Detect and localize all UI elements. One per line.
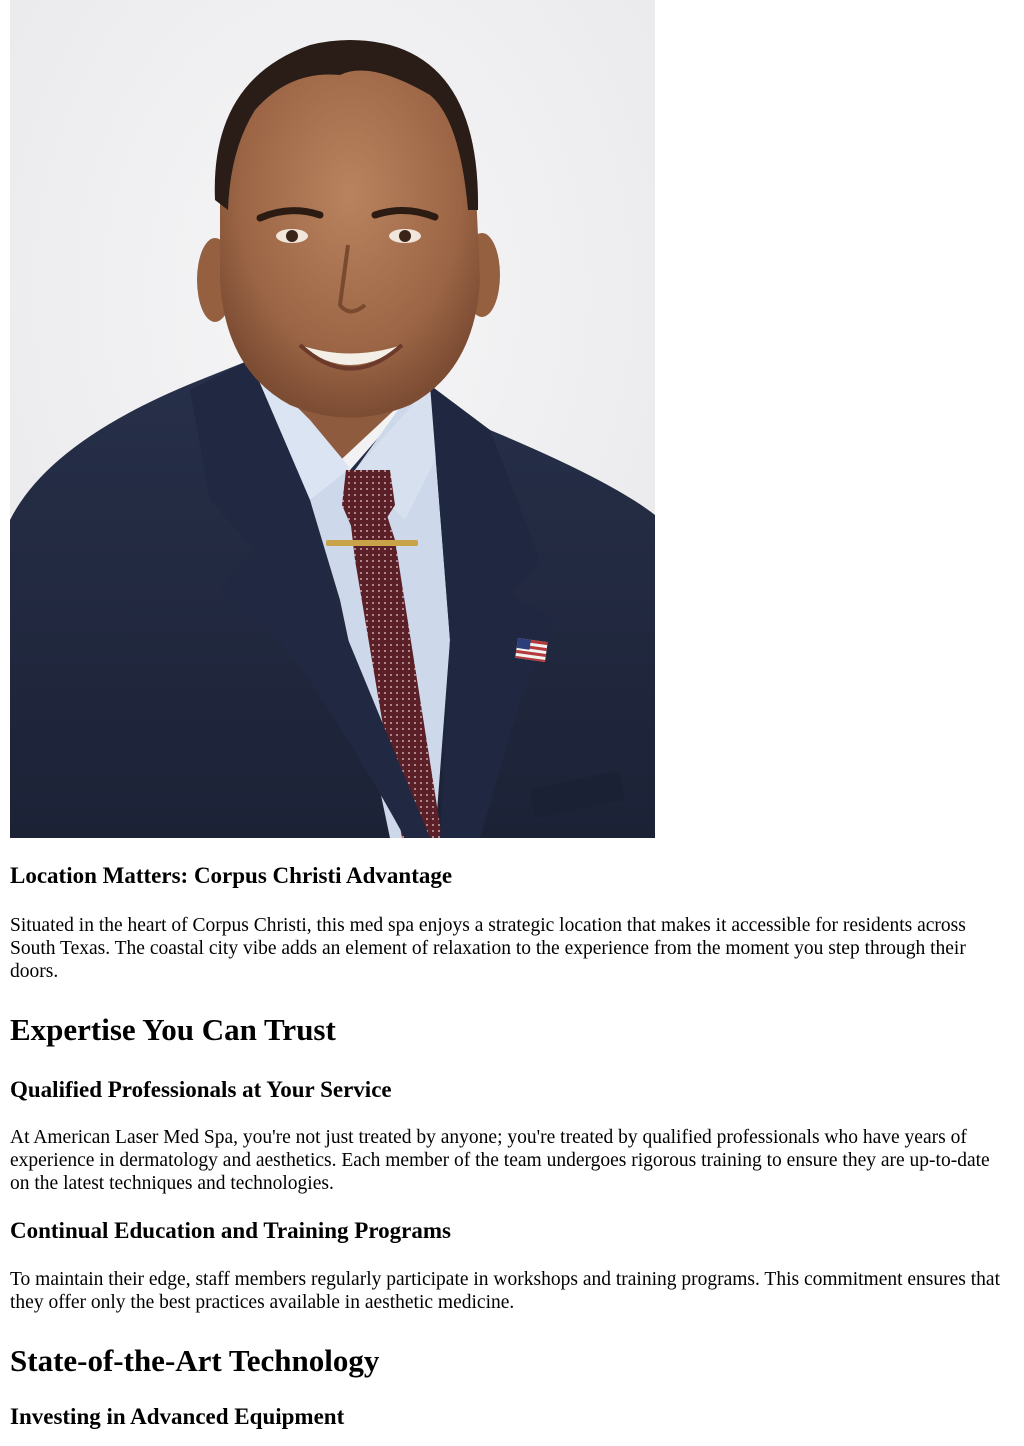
- heading-continual-education: Continual Education and Training Programs: [10, 1218, 451, 1244]
- paragraph-location: Situated in the heart of Corpus Christi, this med spa enjoys a strategic location that makes it accessible for residents across South Texas. The coastal city vibe adds an element of relaxation to the experience from the moment you step through their doors.: [10, 914, 966, 982]
- heading-qualified-professionals: Qualified Professionals at Your Service: [10, 1076, 392, 1102]
- heading-investing-equipment: Investing in Advanced Equipment: [10, 1404, 345, 1430]
- paragraph-continual: To maintain their edge, staff members regularly participate in workshops and training programs. This commitment ensures that they offer only the best practices available in aesthetic medicine.: [10, 1268, 1000, 1313]
- heading-state-of-the-art: State-of-the-Art Technology: [10, 1342, 380, 1378]
- heading-expertise: Expertise You Can Trust: [10, 1011, 336, 1047]
- paragraph-qualified: At American Laser Med Spa, you're not just treated by anyone; you're treated by qualified professionals who have years of experience in dermatology and aesthetics. Each member of the team undergoes rigorous training to ensure they are up-to-date on the latest techniques and technologies.: [10, 1127, 990, 1195]
- article-content: [10, 0, 1014, 1431]
- portrait-illustration: [10, 0, 655, 838]
- heading-location-matters: Location Matters: Corpus Christi Advantage: [10, 863, 453, 888]
- portrait-image: [10, 0, 655, 838]
